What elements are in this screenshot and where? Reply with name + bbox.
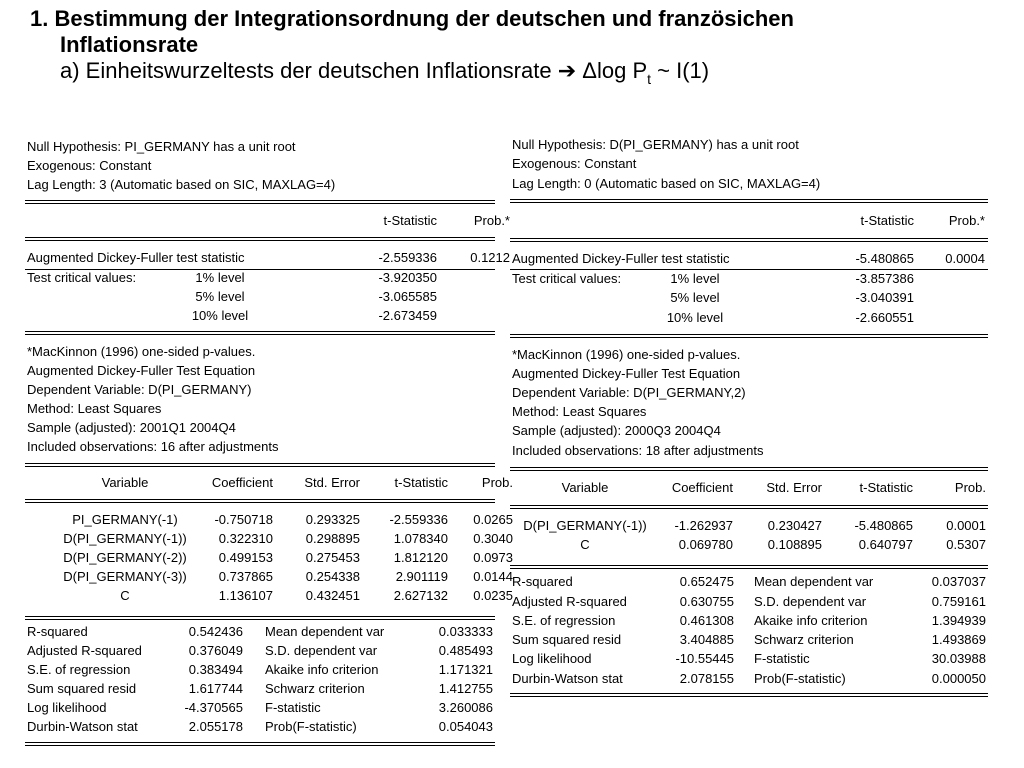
- right-coef-cell: -1.262937: [674, 518, 733, 533]
- left-stat-value: 0.485493: [438, 643, 493, 658]
- right-header-line: Lag Length: 0 (Automatic based on SIC, MAXLAG=4): [512, 176, 821, 191]
- left-crit-value: -2.673459: [378, 308, 437, 323]
- right-rule-double: [510, 565, 988, 569]
- right-stat-label: F-statistic: [754, 651, 810, 666]
- left-rule-double: [25, 742, 495, 746]
- left-stat-value: 0.033333: [438, 624, 493, 639]
- left-coef-col-header: Std. Error: [304, 475, 360, 490]
- left-coef-cell: 0.737865: [218, 569, 273, 584]
- right-note-line: Augmented Dickey-Fuller Test Equation: [512, 366, 741, 381]
- right-rule-double: [510, 199, 988, 203]
- left-stat-label: Mean dependent var: [265, 624, 385, 639]
- left-stat-value: 1.617744: [188, 681, 243, 696]
- right-coef-col-header: Prob.: [954, 480, 986, 495]
- heading-line-1: 1. Bestimmung der Integrationsordnung der deutschen und französichen: [30, 6, 794, 31]
- right-crit-value: -3.040391: [855, 290, 914, 305]
- left-stat-label: Log likelihood: [27, 700, 107, 715]
- right-crit-level: 10% level: [666, 310, 724, 325]
- left-col-prob: Prob.*: [473, 213, 510, 228]
- left-crit-value: -3.920350: [378, 270, 437, 285]
- right-rule-double: [510, 693, 988, 697]
- right-crit-value: -2.660551: [855, 310, 914, 325]
- left-rule-double: [25, 200, 495, 204]
- left-coef-cell: 0.293325: [305, 512, 360, 527]
- left-note-line: Included observations: 16 after adjustments: [27, 439, 279, 454]
- right-stat-label: Sum squared resid: [512, 632, 622, 647]
- left-coef-cell: C: [120, 588, 130, 603]
- left-crit-level: 5% level: [195, 289, 245, 304]
- right-stat-label: Mean dependent var: [754, 574, 874, 589]
- left-stat-label: Prob(F-statistic): [265, 719, 357, 734]
- left-coef-col-header: Prob.: [481, 475, 513, 490]
- heading-line-2: Inflationsrate: [60, 32, 199, 57]
- heading-formula: Δlog P: [576, 58, 648, 83]
- left-header-line: Exogenous: Constant: [27, 158, 152, 173]
- right-stat-label: Akaike info criterion: [754, 613, 868, 628]
- right-coef-cell: 0.108895: [767, 537, 822, 552]
- left-coef-cell: 0.298895: [305, 531, 360, 546]
- left-coef-cell: -2.559336: [389, 512, 448, 527]
- left-coef-cell: 0.432451: [305, 588, 360, 603]
- right-stat-value: 2.078155: [679, 671, 734, 686]
- left-stat-value: 0.542436: [188, 624, 243, 639]
- heading-formula-tail: ~ I(1): [651, 58, 710, 83]
- right-note-line: Included observations: 18 after adjustments: [512, 443, 764, 458]
- heading-subscript: t: [647, 71, 652, 87]
- right-stat-value: 0.037037: [931, 574, 986, 589]
- left-note-line: *MacKinnon (1996) one-sided p-values.: [27, 344, 256, 359]
- left-stat-value: 0.383494: [188, 662, 243, 677]
- right-stat-value: 0.630755: [679, 594, 734, 609]
- right-crit-value: -3.857386: [855, 271, 914, 286]
- right-coef-cell: C: [580, 537, 590, 552]
- left-note-line: Sample (adjusted): 2001Q1 2004Q4: [27, 420, 236, 435]
- left-stat-label: Schwarz criterion: [265, 681, 365, 696]
- right-coef-cell: 0.640797: [858, 537, 913, 552]
- left-adf-prob: 0.1212: [470, 250, 510, 265]
- left-coef-cell: D(PI_GERMANY(-2)): [63, 550, 187, 565]
- left-col-t-statistic: t-Statistic: [383, 213, 437, 228]
- right-coef-cell: 0.230427: [767, 518, 822, 533]
- right-adf-label: Augmented Dickey-Fuller test statistic: [512, 251, 730, 266]
- right-coef-col-header: Variable: [561, 480, 609, 495]
- left-coef-col-header: t-Statistic: [394, 475, 448, 490]
- left-coef-cell: D(PI_GERMANY(-1)): [63, 531, 187, 546]
- left-coef-cell: 0.0235: [473, 588, 513, 603]
- left-header-line: Null Hypothesis: PI_GERMANY has a unit root: [27, 139, 296, 154]
- right-note-line: Dependent Variable: D(PI_GERMANY,2): [512, 385, 746, 400]
- left-stat-label: S.D. dependent var: [265, 643, 378, 658]
- right-stat-value: 1.394939: [931, 613, 986, 628]
- left-coef-cell: 0.0973: [473, 550, 513, 565]
- left-crit-level: 1% level: [195, 270, 245, 285]
- right-adf-prob: 0.0004: [945, 251, 985, 266]
- right-coef-cell: 0.0001: [946, 518, 986, 533]
- right-coef-cell: 0.5307: [946, 537, 986, 552]
- left-adf-label: Augmented Dickey-Fuller test statistic: [27, 250, 245, 265]
- left-crit-level: 10% level: [191, 308, 249, 323]
- left-stat-value: 2.055178: [188, 719, 243, 734]
- left-coef-col-header: Variable: [101, 475, 149, 490]
- left-coef-cell: PI_GERMANY(-1): [72, 512, 178, 527]
- left-note-line: Augmented Dickey-Fuller Test Equation: [27, 363, 256, 378]
- right-coef-cell: 0.069780: [678, 537, 733, 552]
- right-rule-double: [510, 505, 988, 509]
- left-stat-label: Sum squared resid: [27, 681, 137, 696]
- left-unit-root-output: [25, 0, 513, 768]
- left-coef-cell: 0.254338: [305, 569, 360, 584]
- left-rule-double: [25, 331, 495, 335]
- right-stat-value: 3.404885: [679, 632, 734, 647]
- left-adf-t-statistic: -2.559336: [378, 250, 437, 265]
- right-coef-cell: -5.480865: [854, 518, 913, 533]
- right-stat-value: 0.652475: [679, 574, 734, 589]
- right-header-line: Null Hypothesis: D(PI_GERMANY) has a unit root: [512, 137, 799, 152]
- left-stat-value: 1.171321: [438, 662, 493, 677]
- right-stat-label: Durbin-Watson stat: [512, 671, 623, 686]
- left-rule-double: [25, 616, 495, 620]
- left-rule-double: [25, 499, 495, 503]
- left-stat-value: -4.370565: [184, 700, 243, 715]
- left-note-line: Dependent Variable: D(PI_GERMANY): [27, 382, 252, 397]
- heading-line-3-text: a) Einheitswurzeltests der deutschen Inflationsrate: [60, 58, 552, 83]
- right-stat-label: Prob(F-statistic): [754, 671, 846, 686]
- left-coef-cell: 0.322310: [218, 531, 273, 546]
- left-stat-label: R-squared: [27, 624, 88, 639]
- left-coef-cell: 1.812120: [393, 550, 448, 565]
- right-stat-label: S.E. of regression: [512, 613, 616, 628]
- left-stat-label: S.E. of regression: [27, 662, 131, 677]
- right-header-line: Exogenous: Constant: [512, 156, 637, 171]
- left-header-line: Lag Length: 3 (Automatic based on SIC, MAXLAG=4): [27, 177, 336, 192]
- right-col-t-statistic: t-Statistic: [860, 213, 914, 228]
- left-coef-cell: 1.078340: [393, 531, 448, 546]
- right-note-line: Method: Least Squares: [512, 404, 647, 419]
- right-stat-value: 1.493869: [931, 632, 986, 647]
- right-rule-double: [510, 467, 988, 471]
- right-stat-label: R-squared: [512, 574, 573, 589]
- left-coef-cell: 0.275453: [305, 550, 360, 565]
- left-stat-value: 0.376049: [188, 643, 243, 658]
- left-stat-label: Akaike info criterion: [265, 662, 379, 677]
- right-crit-level: 5% level: [670, 290, 720, 305]
- left-crit-value: -3.065585: [378, 289, 437, 304]
- left-stat-label: Adjusted R-squared: [27, 643, 142, 658]
- left-note-line: Method: Least Squares: [27, 401, 162, 416]
- left-coef-col-header: Coefficient: [211, 475, 273, 490]
- right-col-prob: Prob.*: [948, 213, 985, 228]
- left-stat-label: Durbin-Watson stat: [27, 719, 138, 734]
- right-stat-label: Log likelihood: [512, 651, 592, 666]
- left-coef-cell: 0.499153: [218, 550, 273, 565]
- right-stat-value: -10.55445: [675, 651, 734, 666]
- left-coef-cell: 2.627132: [393, 588, 448, 603]
- right-stat-value: 0.000050: [931, 671, 986, 686]
- right-stat-label: Schwarz criterion: [754, 632, 854, 647]
- right-crit-level: 1% level: [670, 271, 720, 286]
- left-stat-value: 1.412755: [438, 681, 493, 696]
- left-coef-cell: D(PI_GERMANY(-3)): [63, 569, 187, 584]
- left-coef-cell: -0.750718: [214, 512, 273, 527]
- right-stat-label: S.D. dependent var: [754, 594, 867, 609]
- left-coef-cell: 2.901119: [395, 569, 448, 584]
- right-rule-double: [510, 334, 988, 338]
- right-note-line: *MacKinnon (1996) one-sided p-values.: [512, 347, 741, 362]
- left-coef-cell: 0.0144: [473, 569, 513, 584]
- right-stat-value: 30.03988: [931, 651, 986, 666]
- right-stat-value: 0.759161: [931, 594, 986, 609]
- right-rule-double: [510, 238, 988, 242]
- left-rule-double: [25, 237, 495, 241]
- right-arrow-icon: ➔: [557, 58, 577, 83]
- left-coef-cell: 1.136107: [218, 588, 273, 603]
- right-unit-root-output: [510, 0, 988, 768]
- left-rule-double: [25, 463, 495, 467]
- left-crit-label: Test critical values:: [27, 270, 137, 285]
- right-crit-label: Test critical values:: [512, 271, 622, 286]
- right-coef-cell: D(PI_GERMANY(-1)): [523, 518, 647, 533]
- right-adf-t-statistic: -5.480865: [855, 251, 914, 266]
- left-stat-label: F-statistic: [265, 700, 321, 715]
- left-stat-value: 0.054043: [438, 719, 493, 734]
- right-stat-value: 0.461308: [679, 613, 734, 628]
- left-coef-cell: 0.3040: [473, 531, 513, 546]
- left-coef-cell: 0.0265: [473, 512, 513, 527]
- right-coef-col-header: t-Statistic: [859, 480, 913, 495]
- right-coef-col-header: Coefficient: [671, 480, 733, 495]
- left-stat-value: 3.260086: [438, 700, 493, 715]
- right-stat-label: Adjusted R-squared: [512, 594, 627, 609]
- right-coef-col-header: Std. Error: [766, 480, 822, 495]
- right-note-line: Sample (adjusted): 2000Q3 2004Q4: [512, 423, 721, 438]
